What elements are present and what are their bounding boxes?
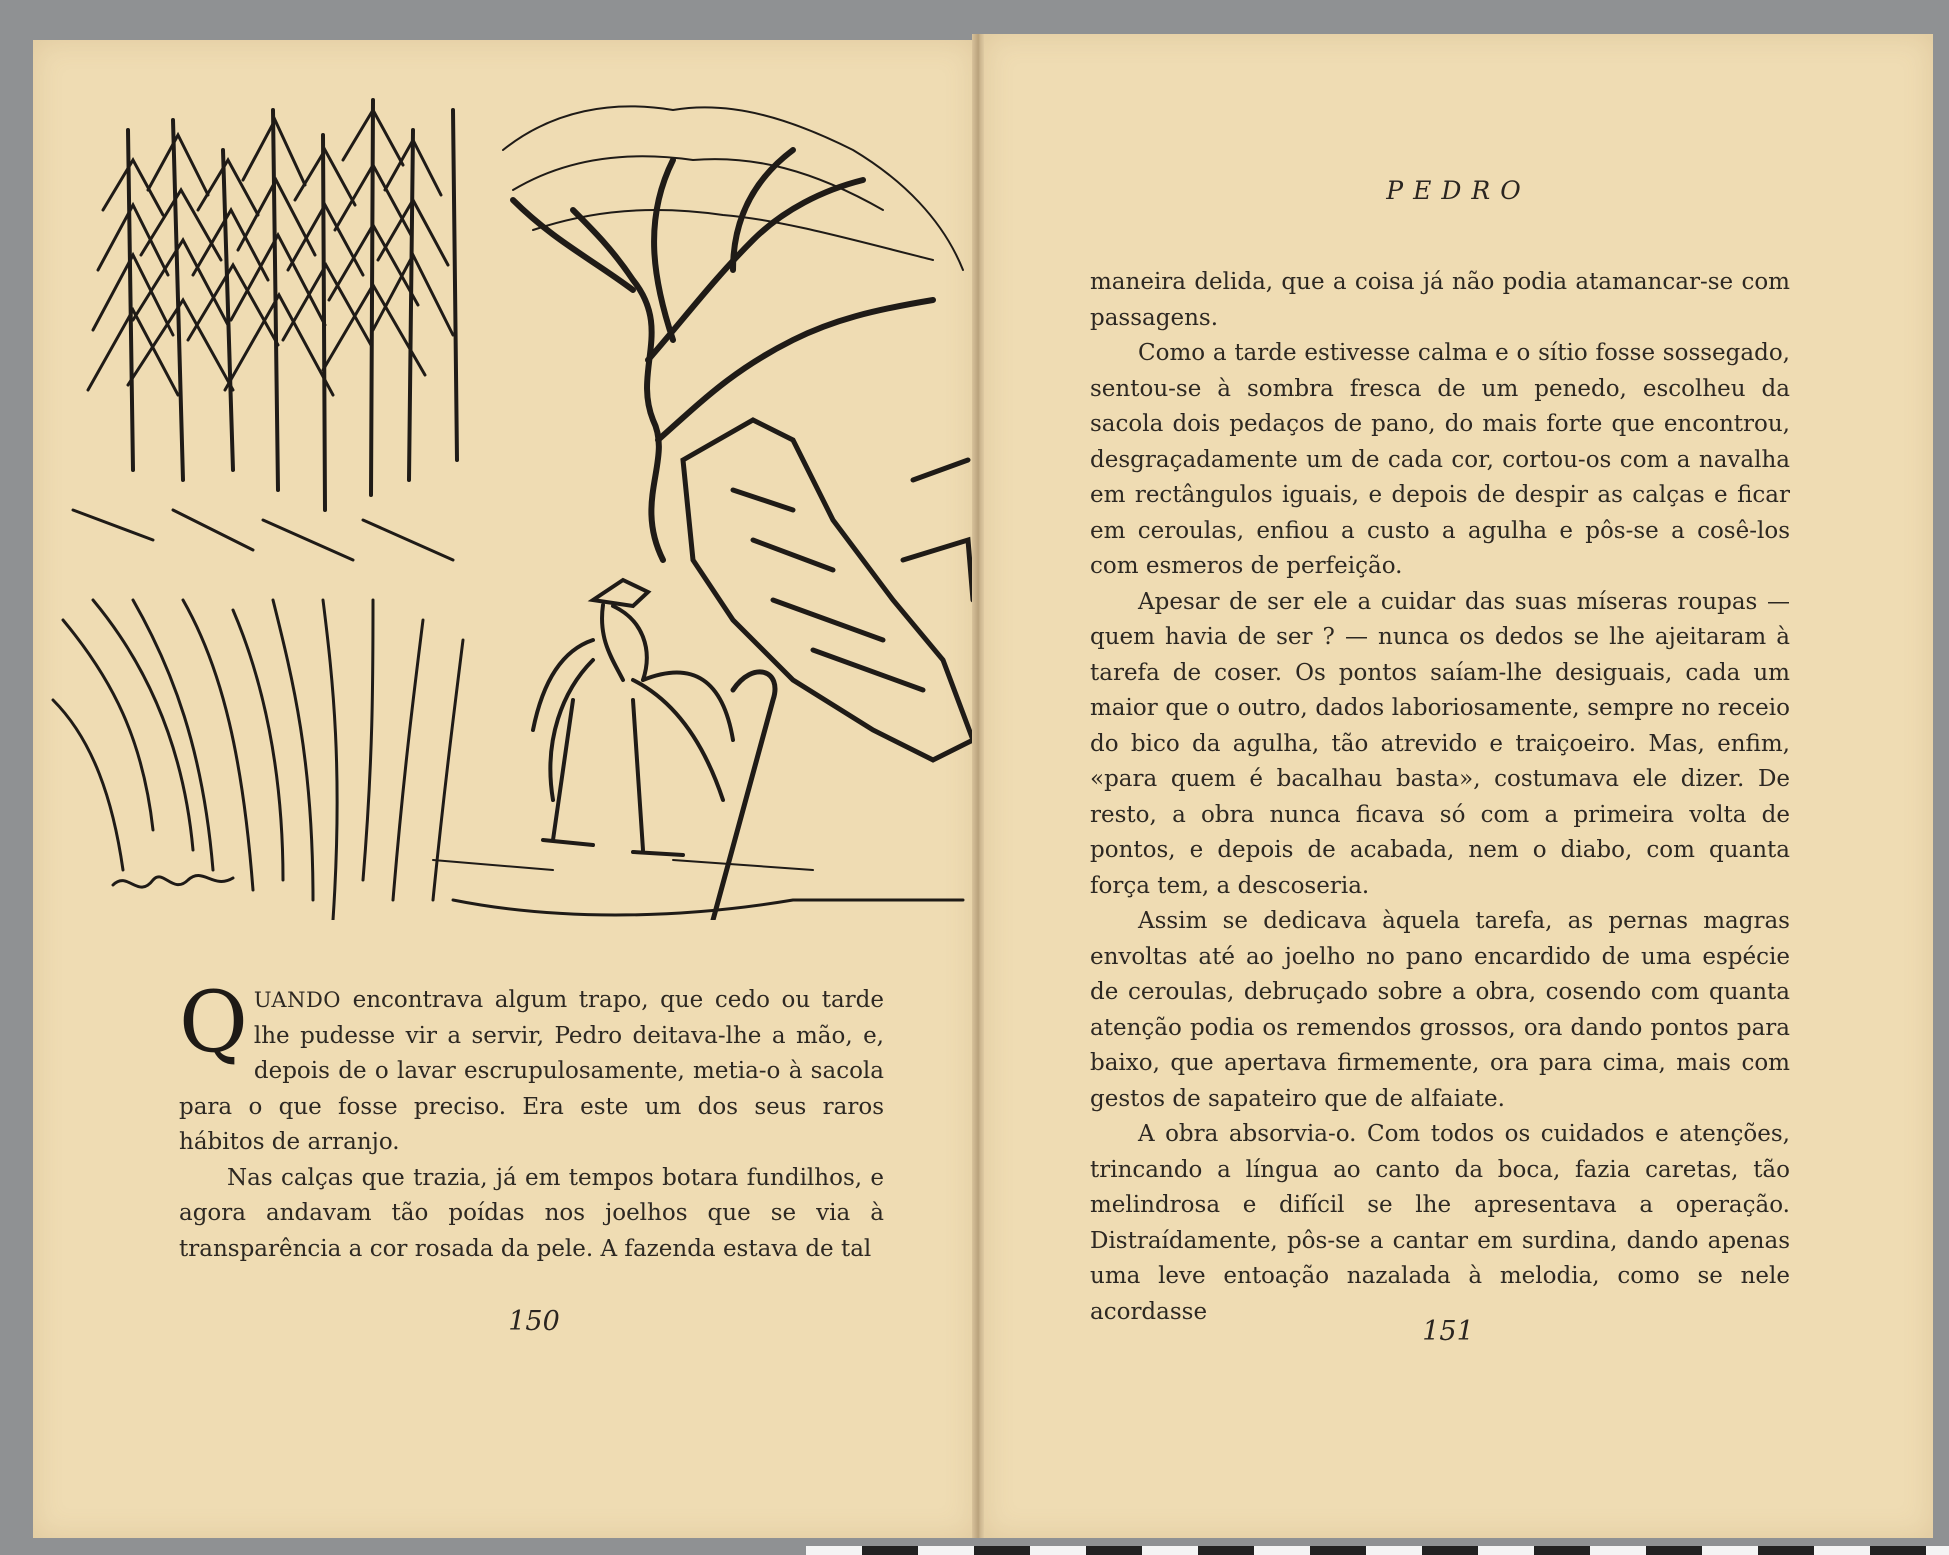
right-page — [984, 34, 1933, 1538]
paragraph-2: Nas calças que trazia, já em tempos botara fundilhos, e agora andavam tão poídas nos joelhos que se via à transparência a cor rosada da pele. A fazenda estava de tal — [179, 1164, 884, 1262]
running-head: PEDRO — [1386, 176, 1531, 205]
dropcap-letter: Q — [179, 973, 248, 1071]
right-body-text — [1090, 265, 1790, 1330]
paragraph-1: maneira delida, que a coisa já não podia atamancar-se com passagens. — [1090, 269, 1790, 331]
paragraph-5: A obra absorvia-o. Com todos os cuidados e atenções, trincando a língua ao canto da boca, fazia caretas, tão melindrosa e difícil se lhe apresentava a operação. Distraídamente, pôs-se a cantar em surdina, dando apenas uma leve entoação nazalada à melodia, como se nele acordasse — [1090, 1121, 1790, 1325]
page-number-left: 150 — [508, 1306, 560, 1337]
paragraph-3: Apesar de ser ele a cuidar das suas míseras roupas — quem havia de ser ? — nunca os dedos se lhe ajeitaram à tarefa de coser. Os pontos saíam-lhe desiguais, cada um maior que o outro, dados laboriosamente, sempre no receio do bico da agulha, tão atrevido e traiçoeiro. Mas, enfim, «para quem é bacalhau basta», costumava ele dizer. De resto, a obra nunca ficava só com a primeira volta de pontos, e depois de acabada, nem o diabo, com quanta força tem, a descoseria. — [1090, 588, 1790, 899]
paragraph-2: Como a tarde estivesse calma e o sítio fosse sossegado, sentou-se à sombra fresca de um penedo, escolheu da sacola dois pedaços de pano, do mais forte que encontrou, desgraçadamente um de cada cor, cortou-os com a navalha em rectângulos iguais, e depois de despir as calças e ficar em ceroulas, enfiou a custo a agulha e pôs-se a cosê-los com esmeros de perfeição. — [1090, 340, 1790, 579]
page-number-right: 151 — [1422, 1316, 1474, 1347]
paragraph-1: encontrava algum trapo, que cedo ou tarde lhe pudesse vir a servir, Pedro deitava-lhe a mão, e, depois de o lavar escrupulosamente, metia-o à sacola para o que fosse preciso. Era este um dos seus raros hábitos de arranjo. — [179, 987, 884, 1155]
paragraph-4: Assim se dedicava àquela tarefa, as pernas magras envoltas até ao joelho no pano encardido de uma espécie de ceroulas, debruçado sobre a obra, cosendo com quanta atenção podia os remendos grossos, ora dando pontos para baixo, que apertava firmemente, ora para cima, mais com gestos de sapateiro que de alfaiate. — [1090, 908, 1790, 1112]
scale-ruler — [806, 1546, 1949, 1555]
forest-scene-illustration-icon — [33, 40, 975, 920]
left-body-text — [179, 973, 884, 1267]
left-page — [33, 40, 975, 1538]
opening-word: UANDO — [253, 988, 342, 1012]
